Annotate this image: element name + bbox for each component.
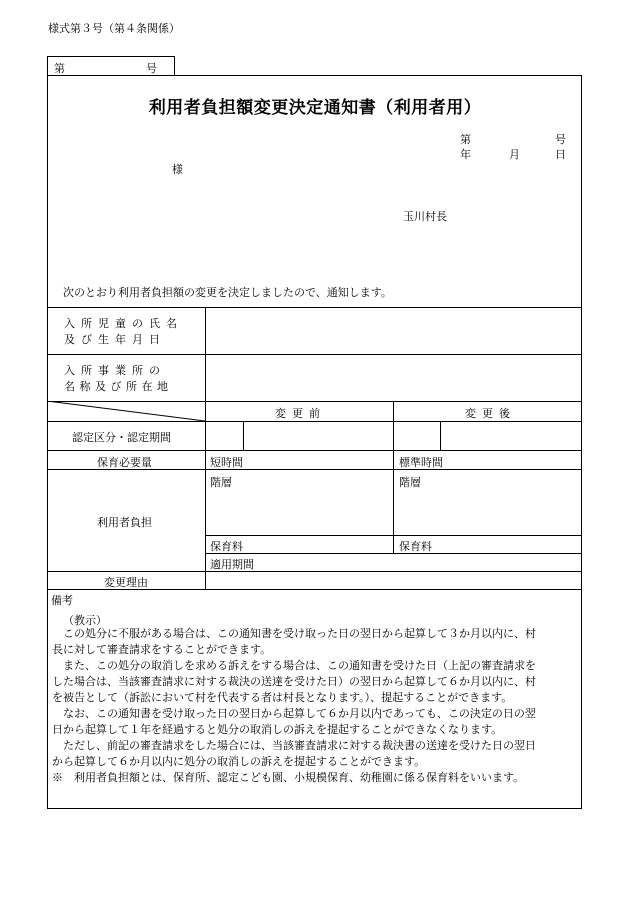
after-header: 変更後 <box>465 407 516 420</box>
notes-heading: 備考 <box>51 594 73 607</box>
notes-line: から起算して６か月以内に処分の取消しの訴えを提起することができます。 <box>52 755 426 768</box>
notes-footnote: ※ 利用者負担額とは、保育所、認定こども園、小規模保育、幼稚園に係る保育料をいいます。 <box>52 771 525 784</box>
number-box-dai: 第 <box>54 62 65 75</box>
facility-label-line1: 入所事業所の <box>64 364 166 377</box>
form-label: 様式第３号（第４条関係） <box>48 22 180 35</box>
doc-number-dai: 第 <box>460 133 471 146</box>
notes-line: を被告として（訴訟において村を代表する者は村長となります。）、提起することができます。 <box>52 691 513 704</box>
diagonal-slash <box>47 401 205 421</box>
notes-line: 長に対して審査請求をすることができます。 <box>52 643 272 656</box>
date-month: 月 <box>509 148 520 161</box>
tier-before: 階層 <box>210 476 232 489</box>
before-header: 変更前 <box>275 407 326 420</box>
notes-instruction: （教示） <box>63 614 107 627</box>
addressee-suffix: 様 <box>172 163 183 176</box>
number-box <box>47 56 175 76</box>
burden-label: 利用者負担 <box>97 516 152 529</box>
notes-line: この処分に不服がある場合は、この通知書を受け取った日の翌日から起算して３か月以内に、村 <box>52 627 536 640</box>
tier-after: 階層 <box>399 476 421 489</box>
doc-number-go: 号 <box>555 133 566 146</box>
date-year: 年 <box>460 148 471 161</box>
facility-label-line2: 名称及び所在地 <box>64 380 173 393</box>
cert-label: 認定区分・認定期間 <box>72 431 171 444</box>
reason-label: 変更理由 <box>104 576 148 589</box>
intro-text: 次のとおり利用者負担額の変更を決定しましたので、通知します。 <box>63 286 392 299</box>
notes-line: なお、この通知書を受け取った日の翌日から起算して６か月以内であっても、この決定の日の翌 <box>52 707 536 720</box>
child-label-line2: 及び生年月日 <box>64 333 166 346</box>
notes-line: また、この処分の取消しを求める訴えをする場合は、この通知書を受けた日（上記の審査請求を <box>52 659 536 672</box>
fee-before: 保育料 <box>210 540 243 553</box>
issuer: 玉川村長 <box>403 210 447 223</box>
care-label: 保育必要量 <box>97 456 152 469</box>
document-title: 利用者負担額変更決定通知書（利用者用） <box>148 98 482 118</box>
notes-line: した場合は、当該審査請求に対する裁決の送達を受けた日）の翌日から起算して６か月以内に、村 <box>52 675 536 688</box>
fee-after: 保育料 <box>399 540 432 553</box>
notes-line: 日から起算して１年を経過すると処分の取消しの訴えを提起することができなくなります。 <box>52 723 503 736</box>
date-day: 日 <box>555 148 566 161</box>
notes-body <box>52 626 580 786</box>
notes-line: ただし、前記の審査請求をした場合には、当該審査請求に対する裁決書の送達を受けた日の翌日 <box>52 739 536 752</box>
care-after: 標準時間 <box>399 456 443 469</box>
child-label-line1: 入所児童の氏名 <box>64 317 183 330</box>
care-before: 短時間 <box>210 456 243 469</box>
period-label: 適用期間 <box>210 558 254 571</box>
number-box-go: 号 <box>146 62 157 75</box>
